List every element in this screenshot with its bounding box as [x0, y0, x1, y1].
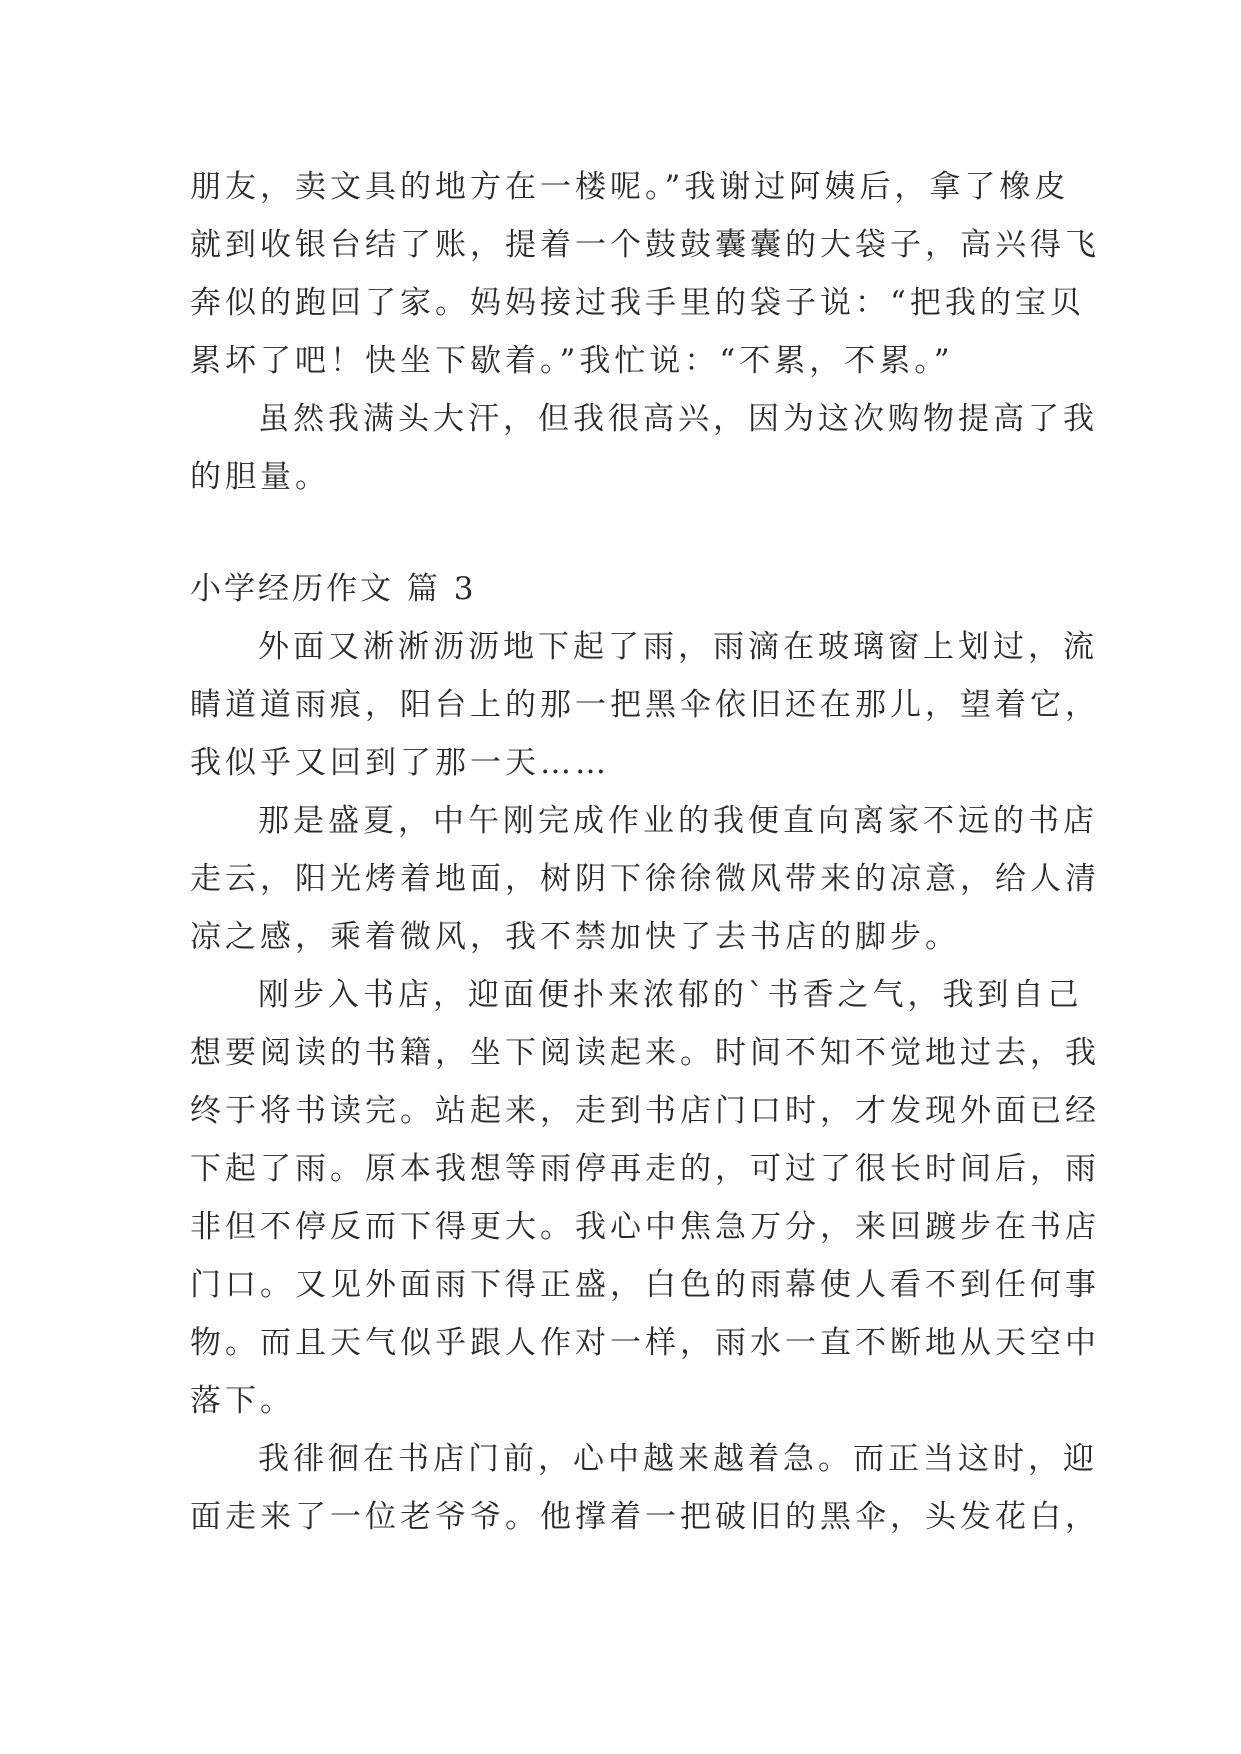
- text-line: 我似乎又回到了那一天……: [190, 745, 610, 781]
- text-line: 落下。: [190, 1383, 295, 1419]
- text-line: 走云，阳光烤着地面，树阴下徐徐微风带来的凉意，给人清: [190, 861, 1100, 897]
- text-line: 虽然我满头大汗，但我很高兴，因为这次购物提高了我: [258, 401, 1098, 437]
- section-heading: 小学经历作文 篇 3: [190, 571, 477, 607]
- text-line: 朋友，卖文具的地方在一楼呢。”我谢过阿姨后，拿了橡皮: [190, 169, 1070, 205]
- text-line: 门口。又见外面雨下得正盛，白色的雨幕使人看不到任何事: [190, 1267, 1100, 1303]
- text-line: 想要阅读的书籍，坐下阅读起来。时间不知不觉地过去，我: [190, 1035, 1100, 1071]
- text-line: 非但不停反而下得更大。我心中焦急万分，来回踱步在书店: [190, 1209, 1100, 1245]
- text-line: 面走来了一位老爷爷。他撑着一把破旧的黑伞，头发花白，: [190, 1499, 1100, 1535]
- paragraph: [190, 792, 1100, 966]
- text-line: 凉之感，乘着微风，我不禁加快了去书店的脚步。: [190, 919, 960, 955]
- text-line: 累坏了吧！快坐下歇着。”我忙说：“不累，不累。”: [190, 343, 954, 379]
- text-line: 外面又淅淅沥沥地下起了雨，雨滴在玻璃窗上划过，流: [258, 629, 1098, 665]
- paragraph: [190, 618, 1100, 792]
- paragraph: [190, 1430, 1100, 1546]
- text-line: 物。而且天气似乎跟人作对一样，雨水一直不断地从天空中: [190, 1325, 1100, 1361]
- text-line: 我徘徊在书店门前，心中越来越着急。而正当这时，迎: [258, 1441, 1098, 1477]
- text-line: 刚步入书店，迎面便扑来浓郁的`书香之气，我到自己: [258, 977, 1083, 1013]
- text-line: 睛道道雨痕，阳台上的那一把黑伞依旧还在那儿，望着它，: [190, 687, 1100, 723]
- paragraph-continuation: [190, 158, 1100, 390]
- paragraph: [190, 390, 1098, 506]
- text-line: 下起了雨。原本我想等雨停再走的，可过了很长时间后，雨: [190, 1151, 1100, 1187]
- text-line: 那是盛夏，中午刚完成作业的我便直向离家不远的书店: [258, 803, 1098, 839]
- document-body: [190, 158, 1100, 1546]
- text-line: 的胆量。: [190, 459, 330, 495]
- text-line: 就到收银台结了账，提着一个鼓鼓囊囊的大袋子，高兴得飞: [190, 227, 1100, 263]
- text-line: 奔似的跑回了家。妈妈接过我手里的袋子说：“把我的宝贝: [190, 285, 1085, 321]
- text-line: 终于将书读完。站起来，走到书店门口时，才发现外面已经: [190, 1093, 1100, 1129]
- paragraph: [190, 966, 1100, 1430]
